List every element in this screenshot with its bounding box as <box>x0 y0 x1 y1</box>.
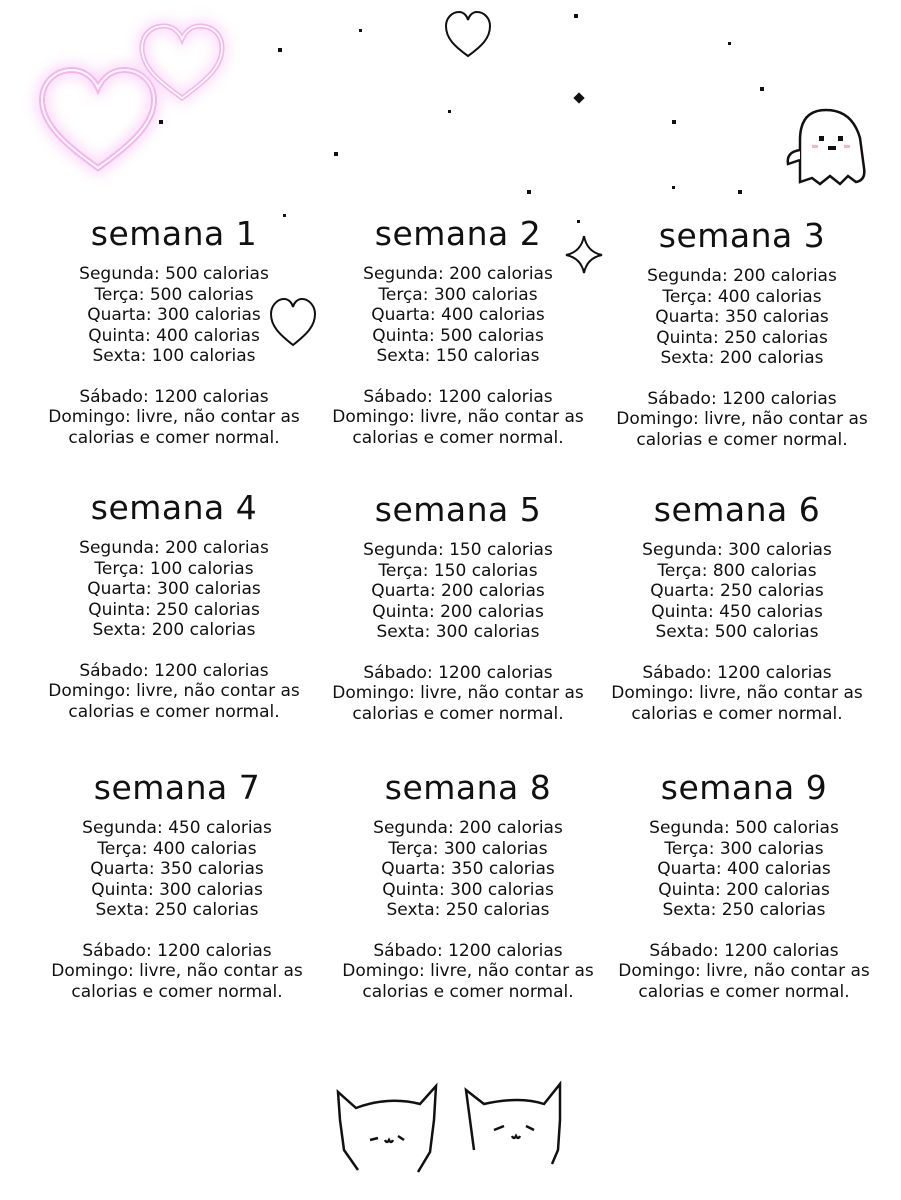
week-title: semana 1 <box>90 214 258 253</box>
week-schedule <box>29 538 319 722</box>
day-sunday: Domingo: livre, não contar as <box>342 961 594 981</box>
week-7-block <box>32 768 322 1002</box>
day-monday: Segunda: 200 calorias <box>373 818 563 838</box>
day-wednesday: Quarta: 200 calorias <box>371 581 545 601</box>
day-saturday: Sábado: 1200 calorias <box>79 386 269 407</box>
day-saturday: Sábado: 1200 calorias <box>82 940 272 961</box>
star-dots <box>159 14 764 223</box>
day-tuesday: Terça: 400 calorias <box>97 838 257 859</box>
day-sunday-note: calorias e comer normal. <box>636 429 848 450</box>
ghost-icon <box>788 110 865 184</box>
day-thursday: Quinta: 300 calorias <box>91 879 263 900</box>
day-friday: Sexta: 250 calorias <box>386 900 550 920</box>
heart-outline-icon <box>446 12 490 56</box>
day-tuesday: Terça: 800 calorias <box>657 560 817 581</box>
day-wednesday: Quarta: 350 calorias <box>381 859 555 879</box>
week-schedule <box>323 818 613 1002</box>
week-title: semana 7 <box>93 768 261 807</box>
day-monday: Segunda: 300 calorias <box>642 540 832 560</box>
day-saturday: Sábado: 1200 calorias <box>373 940 563 961</box>
cat-face-icon <box>466 1084 560 1164</box>
day-wednesday: Quarta: 300 calorias <box>87 305 261 325</box>
day-monday: Segunda: 200 calorias <box>363 264 553 284</box>
day-friday: Sexta: 100 calorias <box>92 346 256 366</box>
week-title: semana 4 <box>90 488 258 527</box>
day-wednesday: Quarta: 350 calorias <box>655 307 829 327</box>
day-thursday: Quinta: 250 calorias <box>656 327 828 348</box>
day-saturday: Sábado: 1200 calorias <box>642 662 832 683</box>
day-friday: Sexta: 250 calorias <box>95 900 259 920</box>
day-wednesday: Quarta: 300 calorias <box>87 579 261 599</box>
week-9-block <box>599 768 889 1002</box>
day-sunday: Domingo: livre, não contar as <box>618 961 870 981</box>
day-thursday: Quinta: 300 calorias <box>382 879 554 900</box>
week-5-block <box>313 490 603 724</box>
day-tuesday: Terça: 300 calorias <box>664 838 824 859</box>
day-sunday-note: calorias e comer normal. <box>631 703 843 724</box>
day-sunday: Domingo: livre, não contar as <box>332 683 584 703</box>
week-schedule <box>29 264 319 448</box>
day-saturday: Sábado: 1200 calorias <box>363 662 553 683</box>
day-friday: Sexta: 250 calorias <box>662 900 826 920</box>
neon-heart-icon <box>142 26 222 98</box>
day-monday: Segunda: 450 calorias <box>82 818 272 838</box>
week-1-block <box>29 214 319 448</box>
sparkle-star-icon <box>573 92 584 103</box>
day-sunday: Domingo: livre, não contar as <box>616 409 868 429</box>
day-thursday: Quinta: 200 calorias <box>658 879 830 900</box>
week-title: semana 5 <box>374 490 542 529</box>
cat-face-icon <box>338 1086 436 1172</box>
day-tuesday: Terça: 300 calorias <box>388 838 548 859</box>
day-tuesday: Terça: 500 calorias <box>94 284 254 305</box>
day-sunday-note: calorias e comer normal. <box>68 701 280 722</box>
week-8-block <box>323 768 613 1002</box>
day-wednesday: Quarta: 400 calorias <box>657 859 831 879</box>
day-monday: Segunda: 500 calorias <box>649 818 839 838</box>
day-sunday: Domingo: livre, não contar as <box>51 961 303 981</box>
day-tuesday: Terça: 400 calorias <box>662 286 822 307</box>
day-sunday-note: calorias e comer normal. <box>68 427 280 448</box>
week-schedule <box>592 540 882 724</box>
week-title: semana 6 <box>653 490 821 529</box>
week-3-block <box>597 216 887 450</box>
day-sunday-note: calorias e comer normal. <box>352 703 564 724</box>
week-schedule <box>599 818 889 1002</box>
day-wednesday: Quarta: 250 calorias <box>650 581 824 601</box>
day-thursday: Quinta: 200 calorias <box>372 601 544 622</box>
week-schedule <box>313 540 603 724</box>
day-tuesday: Terça: 150 calorias <box>378 560 538 581</box>
week-6-block <box>592 490 882 724</box>
week-schedule <box>32 818 322 1002</box>
day-thursday: Quinta: 500 calorias <box>372 325 544 346</box>
week-title: semana 3 <box>658 216 826 255</box>
week-2-block <box>313 214 603 448</box>
day-thursday: Quinta: 400 calorias <box>88 325 260 346</box>
day-sunday: Domingo: livre, não contar as <box>611 683 863 703</box>
day-monday: Segunda: 500 calorias <box>79 264 269 284</box>
day-wednesday: Quarta: 350 calorias <box>90 859 264 879</box>
day-saturday: Sábado: 1200 calorias <box>647 388 837 409</box>
day-saturday: Sábado: 1200 calorias <box>79 660 269 681</box>
week-title: semana 8 <box>384 768 552 807</box>
neon-heart-icon <box>42 70 154 168</box>
day-monday: Segunda: 150 calorias <box>363 540 553 560</box>
day-sunday: Domingo: livre, não contar as <box>332 407 584 427</box>
day-thursday: Quinta: 450 calorias <box>651 601 823 622</box>
day-sunday-note: calorias e comer normal. <box>638 981 850 1002</box>
day-sunday: Domingo: livre, não contar as <box>48 407 300 427</box>
day-sunday-note: calorias e comer normal. <box>362 981 574 1002</box>
day-saturday: Sábado: 1200 calorias <box>649 940 839 961</box>
day-sunday-note: calorias e comer normal. <box>352 427 564 448</box>
day-friday: Sexta: 150 calorias <box>376 346 540 366</box>
day-monday: Segunda: 200 calorias <box>647 266 837 286</box>
day-tuesday: Terça: 100 calorias <box>94 558 254 579</box>
day-saturday: Sábado: 1200 calorias <box>363 386 553 407</box>
day-friday: Sexta: 500 calorias <box>655 622 819 642</box>
day-thursday: Quinta: 250 calorias <box>88 599 260 620</box>
week-schedule <box>597 266 887 450</box>
week-title: semana 9 <box>660 768 828 807</box>
day-tuesday: Terça: 300 calorias <box>378 284 538 305</box>
week-schedule <box>313 264 603 448</box>
day-friday: Sexta: 300 calorias <box>376 622 540 642</box>
day-sunday: Domingo: livre, não contar as <box>48 681 300 701</box>
day-friday: Sexta: 200 calorias <box>660 348 824 368</box>
day-sunday-note: calorias e comer normal. <box>71 981 283 1002</box>
day-monday: Segunda: 200 calorias <box>79 538 269 558</box>
week-title: semana 2 <box>374 214 542 253</box>
day-friday: Sexta: 200 calorias <box>92 620 256 640</box>
week-4-block <box>29 488 319 722</box>
day-wednesday: Quarta: 400 calorias <box>371 305 545 325</box>
